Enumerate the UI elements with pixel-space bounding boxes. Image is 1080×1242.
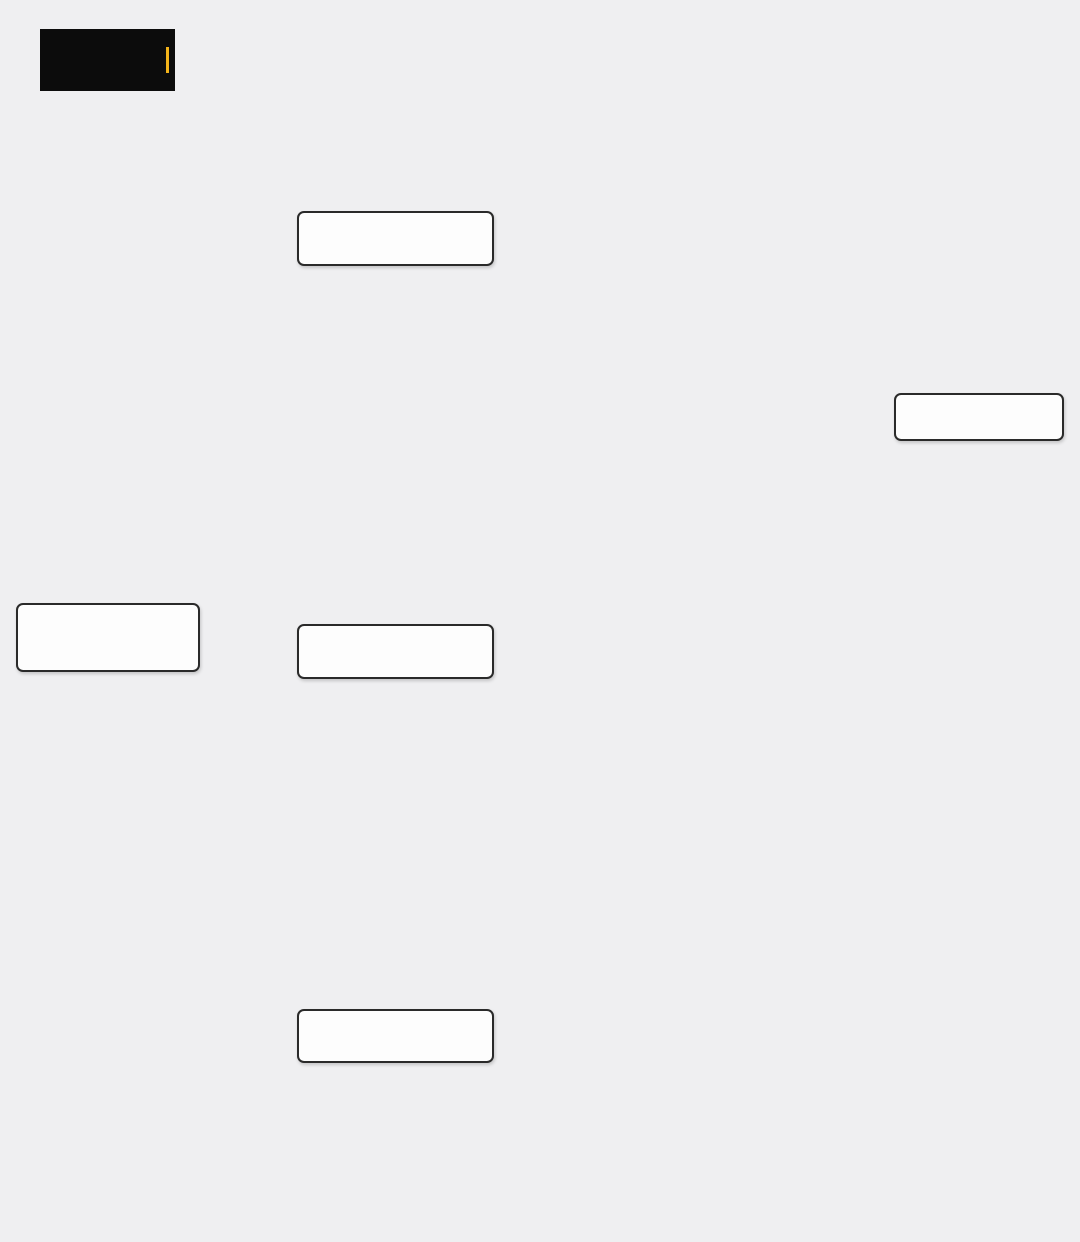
international-nominal-pressures-node bbox=[894, 393, 1064, 441]
root-node bbox=[16, 603, 200, 672]
kotech-logo bbox=[40, 29, 175, 91]
american-standard-series-node bbox=[297, 1009, 494, 1063]
logo-bar bbox=[166, 47, 169, 73]
ansi-series-node bbox=[297, 624, 494, 679]
din-series-node bbox=[297, 211, 494, 266]
